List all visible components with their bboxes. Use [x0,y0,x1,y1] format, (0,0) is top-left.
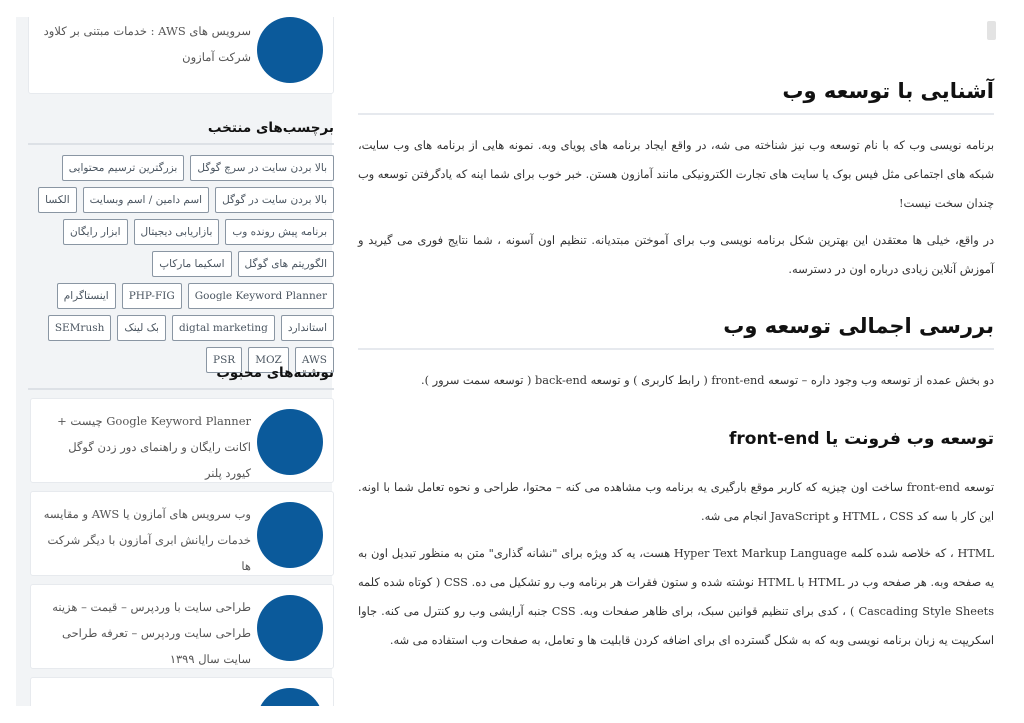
paragraph: دو بخش عمده از توسعه وب وجود داره – توسعه front-end ( رابط کاربری ) و توسعه back-end ( توسعه سمت سرور ). [421,374,994,387]
post-title[interactable]: وب سرویس های آمازون یا AWS و مقایسه خدمات رایانش ابری آمازون با دیگر شرکت ها [43,507,251,573]
tags-widget [28,120,334,379]
article [358,79,994,663]
heading-front-end: توسعه وب فرونت یا front-end [729,429,994,449]
popular-post-card[interactable] [30,677,334,706]
tag-link[interactable]: MOZ [248,347,289,373]
tag-link[interactable]: بک لینک [117,315,166,341]
tag-link[interactable]: digtal marketing [172,315,275,341]
post-thumbnail[interactable] [257,502,323,568]
tag-link[interactable]: الگوریتم های گوگل [238,251,335,277]
tag-link[interactable]: PSR [206,347,242,373]
popular-post-card[interactable] [30,398,334,483]
tag-link[interactable]: AWS [295,347,334,373]
popular-post-card[interactable] [30,491,334,576]
heading-intro: آشنایی با توسعه وب [358,79,994,115]
tag-link[interactable]: برنامه پیش رونده وب [225,219,334,245]
post-thumbnail[interactable] [257,595,323,661]
tag-link[interactable]: PHP-FIG [122,283,182,309]
tag-link[interactable]: اسم دامین / اسم وبسایت [83,187,209,213]
post-card[interactable] [28,17,334,94]
tag-link[interactable]: الکسا [38,187,76,213]
post-thumbnail[interactable] [257,688,323,706]
tag-link[interactable]: بازاریابی دیجیتال [134,219,220,245]
popular-title: نوشته‌های محبوب [28,365,334,390]
tag-cloud [28,145,334,379]
post-title[interactable]: سرویس های AWS : خدمات مبتنی بر کلاود شرکت آمازون [43,24,251,64]
heading-overview: بررسی اجمالی توسعه وب [358,314,994,350]
tag-link[interactable]: Google Keyword Planner [188,283,334,309]
tags-title: برچسب‌های منتخب [28,120,334,145]
paragraph: توسعه front-end ساخت اون چیزیه که کاربر موقع بارگیری یه برنامه وب مشاهده می کنه – محتوا، طراحی و نحوه تعامل شما با اونه. این کار با سه کد HTML ، CSS و JavaScript انجام می شه. [358,481,994,523]
page [16,17,1006,706]
post-title[interactable]: طراحی سایت با وردپرس – قیمت – هزینه طراحی سایت وردپرس – تعرفه طراحی سایت سال ۱۳۹۹ [52,600,251,666]
tag-link[interactable]: استاندارد [281,315,334,341]
paragraph: HTML ، که خلاصه شده کلمه Hyper Text Markup Language هست، یه کد ویژه برای "نشانه گذاری" متن به منظور تبدیل اون به یه صفحه وبه. هر صفحه وب در HTML با HTML نوشته شده و ستون فقرات هر برنامه وب رو تشکیل می ده. CSS ( کوتاه شده کلمه Cascading Style Sheets ) ، کدی برای تنظیم قوانین سبک، برای ظاهر صفحات وبه. CSS جنبه آرایشی وب رو کنترل می کنه. جاوا اسکریپت یه زبان برنامه نویسی وبه که به شکل گسترده ای برای اضافه کردن قابلیت ها و تعامل، به صفحات وب استفاده می شه. [358,547,995,647]
post-title[interactable]: Google Keyword Planner چیست + اکانت رایگان و راهنمای دور زدن گوگل کیورد پلنر [57,414,251,480]
popular-post-card[interactable] [30,584,334,669]
tag-link[interactable]: بزرگترین ترسیم محتوایی [62,155,185,181]
tag-link[interactable]: SEMrush [48,315,112,341]
tag-link[interactable]: بالا بردن سایت در سرچ گوگل [190,155,334,181]
tag-link[interactable]: ابزار رایگان [63,219,128,245]
post-thumbnail[interactable] [257,409,323,475]
tag-link[interactable]: اینستاگرام [57,283,116,309]
scroll-handle[interactable] [987,21,996,40]
paragraph: در واقع، خیلی ها معتقدن این بهترین شکل برنامه نویسی وب برای آموختن مبتدیانه. تنظیم اون آسونه ، شما نتایج فوری می گیرید و آموزش آنلاین زیادی درباره اون در دسترسه. [358,234,994,276]
tag-link[interactable]: بالا بردن سایت در گوگل [215,187,334,213]
main-content [332,17,1006,706]
popular-widget [28,365,334,390]
paragraph: برنامه نویسی وب که با نام توسعه وب نیز شناخته می شه، در واقع ایجاد برنامه های پویای وبه. نمونه هایی از برنامه های وب سایت، شبکه های اجتماعی مثل فیس بوک یا سایت های تجارت الکترونیکی مانند آمازون هستن. خبر خوب برای شما اینه که یادگرفتن توسعه وب چندان سخت نیست! [358,139,994,210]
post-thumbnail[interactable] [257,17,323,83]
tag-link[interactable]: اسکیما مارکاپ [152,251,231,277]
